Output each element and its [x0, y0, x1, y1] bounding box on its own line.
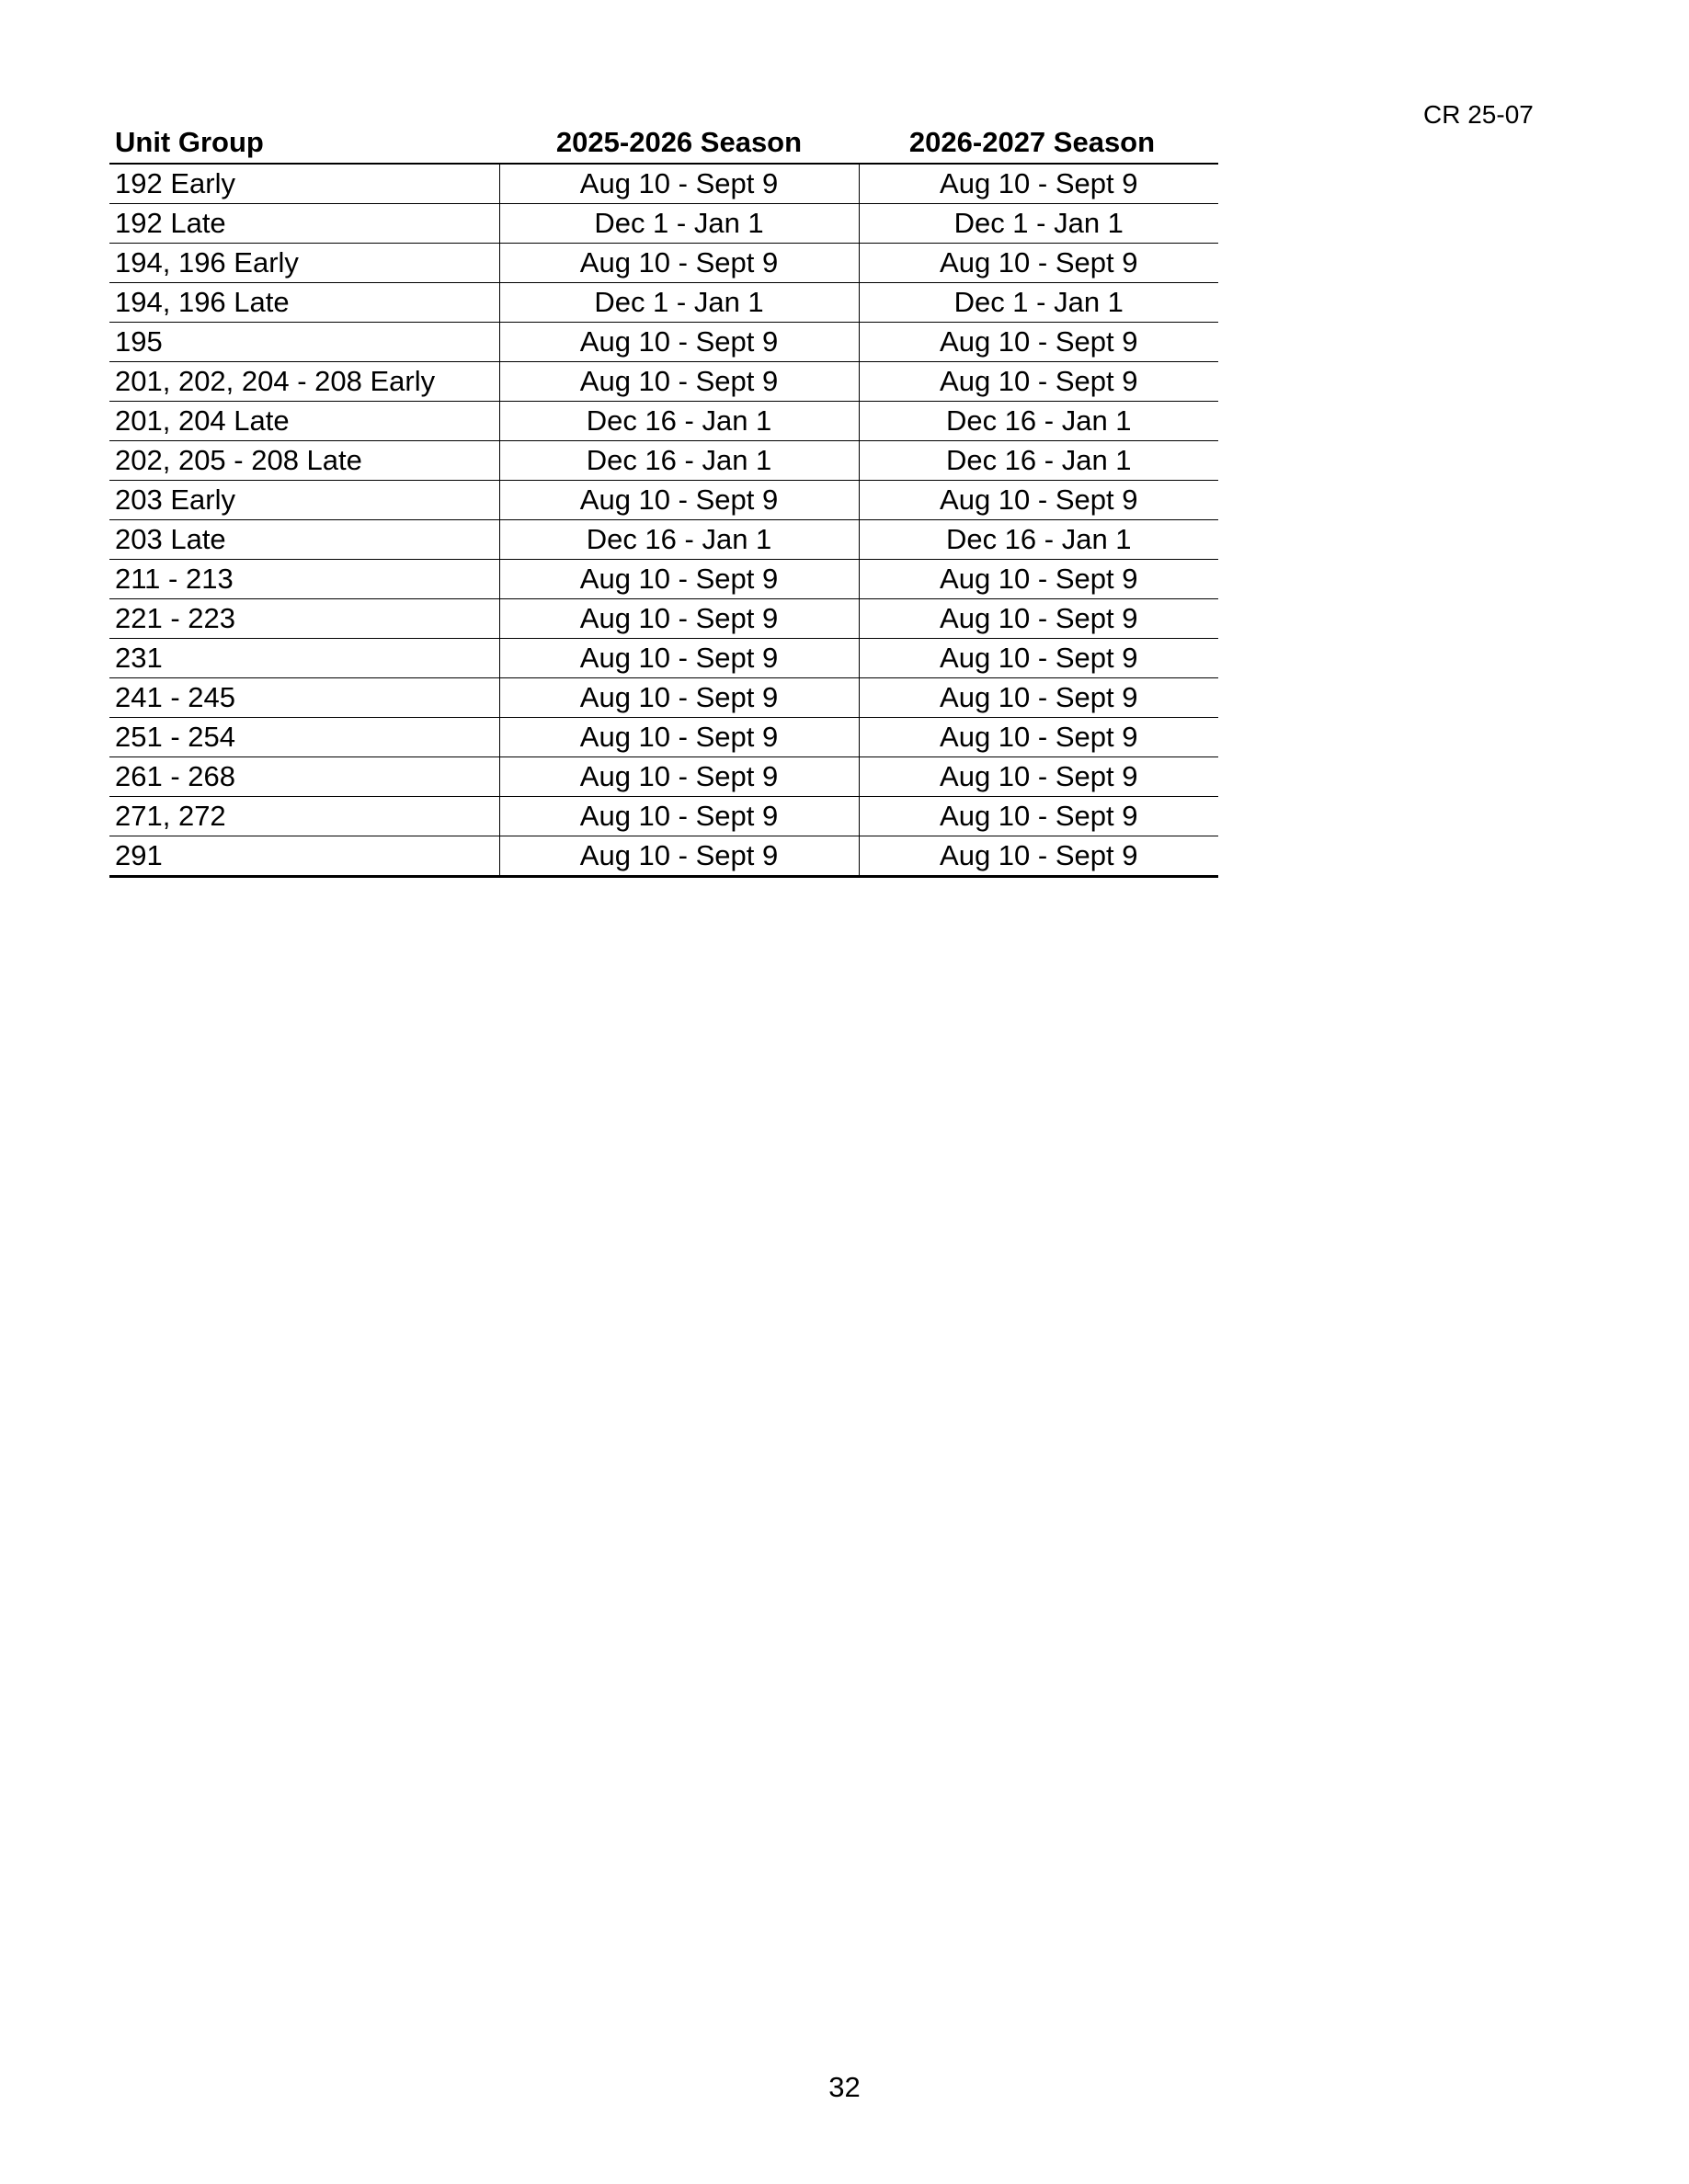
cell-season-2025-2026: Aug 10 - Sept 9	[499, 599, 859, 639]
header-season-2025-2026: 2025-2026 Season	[499, 112, 859, 164]
table-row	[109, 639, 1218, 678]
cell-season-2025-2026: Aug 10 - Sept 9	[499, 678, 859, 718]
table-row	[109, 402, 1218, 441]
cell-season-2025-2026: Aug 10 - Sept 9	[499, 757, 859, 797]
cell-season-2026-2027: Aug 10 - Sept 9	[859, 599, 1218, 639]
cell-unit-group: 195	[109, 323, 499, 362]
cell-season-2025-2026: Aug 10 - Sept 9	[499, 836, 859, 877]
cell-season-2026-2027: Dec 16 - Jan 1	[859, 402, 1218, 441]
cell-season-2026-2027: Aug 10 - Sept 9	[859, 164, 1218, 204]
table-row	[109, 441, 1218, 481]
table-row	[109, 520, 1218, 560]
cell-season-2025-2026: Dec 16 - Jan 1	[499, 402, 859, 441]
cell-unit-group: 231	[109, 639, 499, 678]
cell-season-2026-2027: Aug 10 - Sept 9	[859, 678, 1218, 718]
cell-season-2026-2027: Dec 1 - Jan 1	[859, 283, 1218, 323]
cell-unit-group: 291	[109, 836, 499, 877]
cell-unit-group: 201, 204 Late	[109, 402, 499, 441]
table-row	[109, 560, 1218, 599]
cell-unit-group: 203 Early	[109, 481, 499, 520]
document-code: CR 25-07	[1423, 100, 1534, 129]
cell-season-2025-2026: Aug 10 - Sept 9	[499, 639, 859, 678]
header-season-2026-2027: 2026-2027 Season	[859, 112, 1218, 164]
cell-unit-group: 202, 205 - 208 Late	[109, 441, 499, 481]
table-body	[109, 164, 1218, 877]
cell-unit-group: 271, 272	[109, 797, 499, 836]
table-row	[109, 836, 1218, 877]
season-dates-table	[109, 112, 1218, 878]
cell-unit-group: 211 - 213	[109, 560, 499, 599]
cell-season-2025-2026: Aug 10 - Sept 9	[499, 362, 859, 402]
cell-season-2025-2026: Aug 10 - Sept 9	[499, 244, 859, 283]
cell-season-2025-2026: Aug 10 - Sept 9	[499, 164, 859, 204]
table-row	[109, 204, 1218, 244]
cell-season-2026-2027: Aug 10 - Sept 9	[859, 560, 1218, 599]
header-unit-group: Unit Group	[109, 112, 499, 164]
cell-unit-group: 194, 196 Early	[109, 244, 499, 283]
cell-season-2026-2027: Aug 10 - Sept 9	[859, 797, 1218, 836]
cell-season-2025-2026: Aug 10 - Sept 9	[499, 323, 859, 362]
table-row	[109, 164, 1218, 204]
cell-unit-group: 194, 196 Late	[109, 283, 499, 323]
cell-season-2026-2027: Dec 16 - Jan 1	[859, 441, 1218, 481]
table-row	[109, 757, 1218, 797]
table-row	[109, 244, 1218, 283]
cell-season-2026-2027: Aug 10 - Sept 9	[859, 481, 1218, 520]
table-row	[109, 283, 1218, 323]
header-row	[109, 112, 1218, 164]
cell-season-2026-2027: Aug 10 - Sept 9	[859, 362, 1218, 402]
cell-season-2026-2027: Aug 10 - Sept 9	[859, 244, 1218, 283]
cell-season-2025-2026: Aug 10 - Sept 9	[499, 797, 859, 836]
cell-unit-group: 201, 202, 204 - 208 Early	[109, 362, 499, 402]
table-row	[109, 323, 1218, 362]
cell-unit-group: 221 - 223	[109, 599, 499, 639]
cell-season-2026-2027: Aug 10 - Sept 9	[859, 323, 1218, 362]
cell-season-2025-2026: Dec 1 - Jan 1	[499, 283, 859, 323]
cell-season-2026-2027: Aug 10 - Sept 9	[859, 757, 1218, 797]
cell-season-2025-2026: Dec 1 - Jan 1	[499, 204, 859, 244]
cell-unit-group: 241 - 245	[109, 678, 499, 718]
table-row	[109, 718, 1218, 757]
cell-season-2026-2027: Dec 16 - Jan 1	[859, 520, 1218, 560]
cell-season-2026-2027: Aug 10 - Sept 9	[859, 718, 1218, 757]
cell-unit-group: 192 Late	[109, 204, 499, 244]
cell-season-2025-2026: Aug 10 - Sept 9	[499, 560, 859, 599]
cell-season-2025-2026: Dec 16 - Jan 1	[499, 520, 859, 560]
cell-unit-group: 192 Early	[109, 164, 499, 204]
cell-season-2026-2027: Aug 10 - Sept 9	[859, 836, 1218, 877]
table-row	[109, 678, 1218, 718]
table-row	[109, 481, 1218, 520]
table-row	[109, 362, 1218, 402]
cell-season-2026-2027: Dec 1 - Jan 1	[859, 204, 1218, 244]
table-header	[109, 112, 1218, 164]
cell-season-2025-2026: Dec 16 - Jan 1	[499, 441, 859, 481]
cell-unit-group: 203 Late	[109, 520, 499, 560]
cell-unit-group: 261 - 268	[109, 757, 499, 797]
cell-season-2026-2027: Aug 10 - Sept 9	[859, 639, 1218, 678]
cell-season-2025-2026: Aug 10 - Sept 9	[499, 481, 859, 520]
table-row	[109, 797, 1218, 836]
page-number: 32	[828, 2071, 861, 2103]
cell-season-2025-2026: Aug 10 - Sept 9	[499, 718, 859, 757]
table-row	[109, 599, 1218, 639]
cell-unit-group: 251 - 254	[109, 718, 499, 757]
